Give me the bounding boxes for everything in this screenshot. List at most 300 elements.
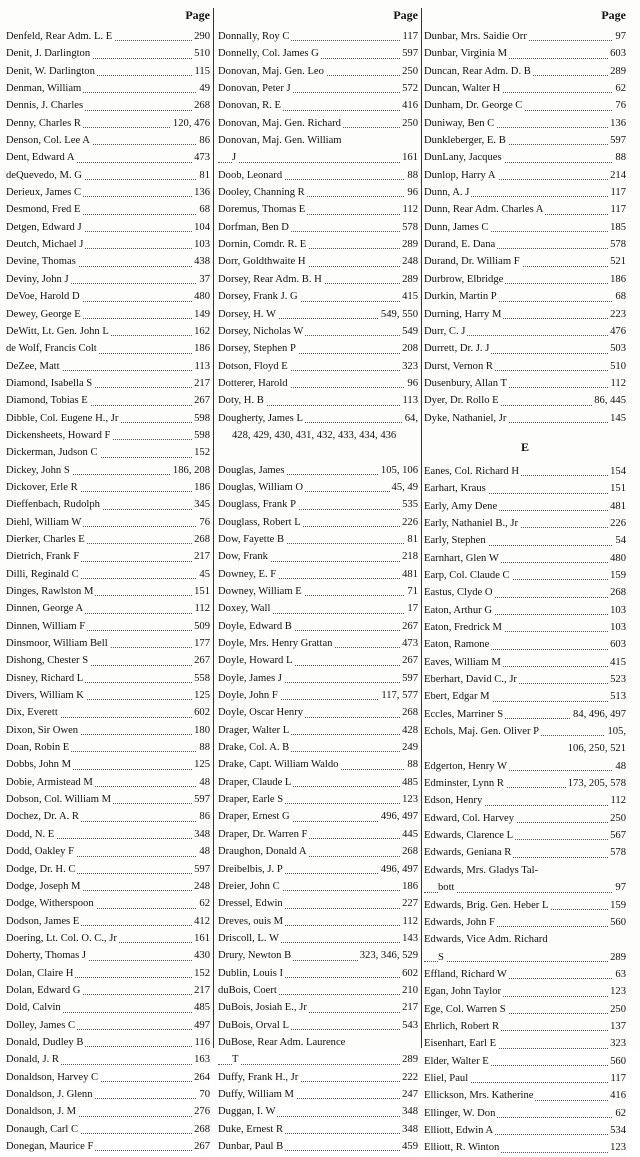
entry-page: 480: [192, 288, 210, 305]
index-entry: [6, 444, 210, 461]
column-divider: [421, 8, 422, 1048]
entry-name: Elliott, Edwin A: [424, 1124, 494, 1136]
entry-page: 227: [400, 895, 418, 912]
entry-name: Dent, Edward A: [6, 152, 75, 164]
index-entry: [218, 514, 418, 531]
index-entry: [424, 654, 626, 671]
entry-name: Eaton, Arthur G: [424, 604, 492, 616]
index-entry: [218, 670, 418, 687]
index-entry: [424, 28, 626, 45]
entry-name-continued: bott: [438, 882, 455, 894]
entry-name: Elliott, R. Winton: [424, 1142, 500, 1154]
entry-name: Doan, Robin E: [6, 742, 70, 754]
index-entry: [6, 271, 210, 288]
index-entry: [218, 306, 418, 323]
entry-page: 445: [400, 826, 418, 843]
entry-page: 558: [192, 670, 210, 687]
entry-name: Eaton, Ramone: [424, 639, 490, 651]
entry-name: Dennis, J. Charles: [6, 100, 84, 112]
entry-name: Early, Stephen: [424, 535, 486, 547]
entry-name: Dix, Everett: [6, 707, 58, 719]
entry-page: 543: [400, 1017, 418, 1034]
entry-page: 162: [192, 323, 210, 340]
section-letter: E: [520, 439, 529, 454]
entry-name: Dinsmoor, William Bell: [6, 638, 108, 650]
entry-page: 186: [608, 271, 626, 288]
entry-page: 549, 550: [379, 306, 418, 323]
entry-page: 115: [193, 63, 211, 80]
entry-name: Dodd, N. E: [6, 828, 55, 840]
index-entry: [424, 149, 626, 166]
index-entry: [424, 115, 626, 132]
entry-page: 249: [400, 739, 418, 756]
index-entry: [424, 271, 626, 288]
index-entry: [6, 392, 210, 409]
entry-name: Dreibelbis, J. P: [218, 863, 283, 875]
entry-name: Deviny, John J: [6, 273, 69, 285]
index-entry: [424, 862, 626, 897]
index-entry: [6, 791, 210, 808]
entry-page: 62: [613, 1105, 626, 1122]
entry-page: 602: [192, 704, 210, 721]
entry-page: 49: [197, 80, 210, 97]
entry-page: 152: [192, 444, 210, 461]
index-entry: [6, 28, 210, 45]
entry-name: Denit, W. Darlington: [6, 65, 95, 77]
index-entry: [6, 358, 210, 375]
index-entry: [218, 340, 418, 357]
entry-name: Doyle, Mrs. Henry Grattan: [218, 638, 333, 650]
entry-page: 48: [197, 843, 210, 860]
index-entry: [218, 566, 418, 583]
index-entry: [218, 1138, 418, 1155]
index-entry: [424, 410, 626, 427]
index-entry: [6, 427, 210, 444]
entry-page: 161: [192, 930, 210, 947]
entry-page: 250: [608, 810, 626, 827]
entry-page: 81: [197, 167, 210, 184]
entry-page: 185: [608, 219, 626, 236]
entry-name: Earp, Col. Claude C: [424, 569, 510, 581]
entry-name: Dodd, Oakley F: [6, 846, 74, 858]
entry-name: Donnelly, Col. James G: [218, 48, 319, 60]
index-entry: [6, 548, 210, 565]
index-entry: [218, 722, 418, 739]
index-entry: [424, 340, 626, 357]
entry-name: Elder, Walter E: [424, 1055, 489, 1067]
index-entry: [424, 480, 626, 497]
index-entry: [424, 253, 626, 270]
entry-page: 597: [400, 670, 418, 687]
index-entry: [6, 1017, 210, 1034]
entry-page: 247: [400, 1086, 418, 1103]
entry-name: Edwards, Mrs. Gladys Tal-: [424, 864, 539, 876]
index-entry: [424, 688, 626, 705]
entry-page: 513: [608, 688, 626, 705]
leader-dots: [218, 1064, 418, 1065]
entry-name: Doty, H. B: [218, 395, 264, 407]
entry-page: 68: [613, 288, 626, 305]
index-entry: [6, 930, 210, 947]
index-column-3: [424, 0, 626, 1154]
entry-name: Dilli, Reginald C: [6, 568, 79, 580]
entry-page: 597: [608, 132, 626, 149]
index-entry: [218, 167, 418, 184]
entry-name: duBois, Coert: [218, 984, 277, 996]
entry-page: 473: [400, 635, 418, 652]
entry-page: 88: [197, 739, 210, 756]
index-entry: [6, 375, 210, 392]
index-entry: [218, 982, 418, 999]
entry-name: Eliel, Paul: [424, 1072, 469, 1084]
index-entry: [424, 1035, 626, 1052]
entry-name: DuBois, Orval L: [218, 1019, 289, 1031]
index-entry: [6, 1086, 210, 1103]
entry-name: Divers, William K: [6, 690, 84, 702]
entry-page: 159: [608, 897, 626, 914]
index-entry: [218, 704, 418, 721]
entry-page: 186: [400, 878, 418, 895]
entry-name-continued: S: [438, 951, 444, 963]
entry-page: 86: [197, 132, 210, 149]
entry-page: 430: [192, 947, 210, 964]
entry-page: 54: [613, 532, 626, 549]
entry-name: Dobbs, John M: [6, 759, 72, 771]
entry-page: 250: [400, 63, 418, 80]
index-entry: [218, 913, 418, 930]
index-entry: [424, 1087, 626, 1104]
index-column-1: [6, 0, 210, 1152]
entry-name: Dorsey, Nicholas W: [218, 325, 304, 337]
entry-name: Doyle, John F: [218, 690, 278, 702]
entry-page: 45: [197, 566, 210, 583]
index-entry: [218, 635, 418, 652]
index-entry: [424, 706, 626, 723]
entry-page: 289: [400, 271, 418, 288]
index-entry: [218, 878, 418, 895]
index-entry: [6, 288, 210, 305]
entry-page: 323, 346, 529: [358, 947, 418, 964]
entry-page: 125: [192, 687, 210, 704]
entry-name: Draper, Ernest G: [218, 811, 290, 823]
entry-page: 117, 577: [379, 687, 418, 704]
entry-page: 163: [192, 1051, 210, 1068]
entry-name: Dunbar, Mrs. Saidie Orr: [424, 31, 527, 42]
entry-name: DeVoe, Harold D: [6, 291, 80, 303]
index-entry: [424, 1139, 626, 1156]
entry-page: 523: [608, 671, 626, 688]
index-entry: [424, 306, 626, 323]
entry-page: 86: [197, 808, 210, 825]
entry-name: Durand, Dr. William F: [424, 256, 520, 268]
entry-name: Doyle, James J: [218, 672, 282, 684]
entry-page: 222: [400, 1069, 418, 1086]
entry-page: 96: [405, 184, 418, 201]
index-entry: [424, 219, 626, 236]
index-entry: [6, 704, 210, 721]
entry-name: Donald, J. R: [6, 1054, 59, 1066]
index-entry: [6, 843, 210, 860]
entry-name: Donovan, Maj. Gen. William: [218, 135, 342, 147]
entry-page: 123: [608, 983, 626, 1000]
entry-page: 88: [613, 149, 626, 166]
entry-name: Douglass, Frank P: [218, 499, 296, 511]
index-entry: [218, 600, 418, 617]
entry-name: Donald, Dudley B: [6, 1036, 84, 1048]
entry-page: 560: [608, 1053, 626, 1070]
entry-page: 459: [400, 1138, 418, 1155]
leader-dots: [218, 162, 418, 163]
entry-name: Downey, E. F: [218, 568, 277, 580]
entry-name: Edwards, John F: [424, 916, 495, 928]
entry-name: Early, Amy Dene: [424, 500, 498, 512]
entry-page: 210: [400, 982, 418, 999]
entry-name: Dunn, Rear Adm. Charles A: [424, 204, 544, 216]
index-entry: [424, 1070, 626, 1087]
entry-name: Durbrow, Elbridge: [424, 273, 504, 285]
index-entry: [424, 914, 626, 931]
entry-name: Doremus, Thomas E: [218, 204, 306, 216]
index-entry: [424, 498, 626, 515]
index-entry: [218, 618, 418, 635]
entry-page: 497: [192, 1017, 210, 1034]
entry-page: 136: [192, 184, 210, 201]
entry-name: DunLany, Jacques: [424, 152, 502, 164]
entry-page: 37: [197, 271, 210, 288]
entry-page: 145: [608, 410, 626, 427]
entry-page: 603: [608, 636, 626, 653]
entry-page: 428: [400, 722, 418, 739]
index-entry: [6, 739, 210, 756]
entry-name: Draper, Dr. Warren F: [218, 828, 308, 840]
index-entry: [6, 132, 210, 149]
index-entry: [218, 462, 418, 479]
entry-name: Denny, Charles R: [6, 117, 81, 129]
index-entry: [218, 115, 418, 132]
entry-page: 264: [192, 1069, 210, 1086]
entry-name: Dow, Fayette B: [218, 533, 285, 545]
entry-page: 103: [192, 236, 210, 253]
entry-name: Dorsey, H. W: [218, 308, 276, 320]
entry-name: Durr, C. J: [424, 325, 466, 337]
entry-name: Ellinger, W. Don: [424, 1107, 496, 1119]
entry-name: Donaugh, Carl C: [6, 1123, 79, 1135]
index-entry: [424, 1122, 626, 1139]
entry-page: 123: [608, 1139, 626, 1156]
index-entry: [6, 878, 210, 895]
index-entry: [6, 253, 210, 270]
index-entry: [6, 670, 210, 687]
entry-page: 113: [401, 392, 419, 409]
entry-page: 602: [400, 965, 418, 982]
index-entry: [424, 184, 626, 201]
entry-name: Donovan, Peter J: [218, 83, 291, 95]
entry-name: Douglass, Robert L: [218, 516, 301, 528]
index-entry: [6, 80, 210, 97]
entry-page: 578: [608, 236, 626, 253]
entry-page: 438: [192, 253, 210, 270]
entry-name: Dodson, James E: [6, 915, 80, 927]
index-entry: [218, 999, 418, 1016]
entry-name: Dickensheets, Howard F: [6, 429, 111, 441]
index-entry: [6, 1138, 210, 1155]
entry-name: Donovan, R. E: [218, 100, 281, 112]
entry-page: 217: [400, 999, 418, 1016]
entry-page: 415: [608, 654, 626, 671]
entry-page: 572: [400, 80, 418, 97]
entry-name: Effland, Richard W: [424, 968, 507, 980]
index-entry: [6, 219, 210, 236]
index-entry: [218, 826, 418, 843]
entry-name: Dishong, Chester S: [6, 655, 89, 667]
entry-page: 268: [608, 584, 626, 601]
index-entry: [424, 584, 626, 601]
entry-name: Dolan, Edward G: [6, 984, 81, 996]
entry-name: Dotterer, Harold: [218, 377, 288, 389]
index-entry: [218, 1069, 418, 1086]
entry-name: Dyke, Nathaniel, Jr: [424, 412, 507, 424]
index-entry: [218, 496, 418, 513]
entry-name-continued: T: [232, 1054, 239, 1066]
entry-page: 289: [608, 949, 626, 966]
entry-page: 117: [401, 28, 419, 45]
entry-page: 117: [609, 184, 627, 201]
entry-page: 218: [400, 548, 418, 565]
entry-name: Dibble, Col. Eugene H., Jr: [6, 412, 119, 424]
index-entry: [218, 236, 418, 253]
entry-name: Durst, Vernon R: [424, 360, 493, 372]
entry-name: Dunkleberger, E. B: [424, 135, 506, 147]
index-entry: [424, 550, 626, 567]
index-entry: [218, 392, 418, 409]
entry-name: Dougherty, James L: [218, 412, 303, 424]
entry-name: Dorr, Goldthwaite H: [218, 256, 306, 268]
index-entry: [218, 63, 418, 80]
index-entry: [6, 115, 210, 132]
index-entry: [424, 897, 626, 914]
index-entry: [6, 965, 210, 982]
index-entry: [6, 635, 210, 652]
index-entry: [218, 739, 418, 756]
entry-name: Drury, Newton B: [218, 950, 292, 962]
entry-page: 289: [608, 63, 626, 80]
index-entry: [218, 1103, 418, 1120]
index-entry: [6, 861, 210, 878]
index-entries: [6, 28, 210, 1155]
entry-page: 250: [400, 115, 418, 132]
index-entry: [218, 479, 418, 496]
entry-page: 177: [192, 635, 210, 652]
entry-name: Doyle, Oscar Henry: [218, 707, 304, 719]
index-entries: [218, 28, 418, 1155]
entry-name: Dickerman, Judson C: [6, 447, 98, 459]
entry-name: Dreier, John C: [218, 880, 280, 892]
entry-page: 276: [192, 1103, 210, 1120]
entry-page: 88: [405, 756, 418, 773]
index-entry: [218, 774, 418, 791]
entry-name: Dressel, Edwin: [218, 898, 283, 910]
entry-name: Derieux, James C: [6, 187, 82, 199]
index-entry: [218, 1086, 418, 1103]
entry-page: 268: [192, 531, 210, 548]
index-entry: [6, 479, 210, 496]
index-entry: [424, 844, 626, 861]
entry-name: Doob, Leonard: [218, 169, 283, 181]
entry-name: Dusenbury, Allan T: [424, 377, 507, 389]
index-entry: [218, 808, 418, 825]
index-entry: [6, 306, 210, 323]
index-entry: [424, 723, 626, 758]
entry-name: Dreves, ouis M: [218, 915, 284, 927]
entry-page: 496, 497: [379, 808, 418, 825]
entry-name: Dooley, Channing R: [218, 187, 305, 199]
entry-name: Dunlop, Harry A: [424, 169, 496, 181]
entry-name: Dotson, Floyd E: [218, 360, 288, 372]
entry-page: 217: [192, 548, 210, 565]
entry-page: 226: [608, 515, 626, 532]
index-entry: [218, 288, 418, 305]
entry-page: 509: [192, 618, 210, 635]
entry-page: 117: [609, 201, 627, 218]
entry-page: 84, 496, 497: [571, 706, 626, 723]
entry-page: 151: [608, 480, 626, 497]
entry-name: Dinges, Rawlston M: [6, 586, 94, 597]
index-entry: [218, 687, 418, 704]
index-entry: [424, 810, 626, 827]
index-entry: [6, 999, 210, 1016]
entry-page: 214: [608, 167, 626, 184]
entry-page: 521: [608, 253, 626, 270]
entry-page: 48: [197, 774, 210, 791]
entry-name: Dixon, Sir Owen: [6, 724, 79, 736]
index-entry: [424, 758, 626, 775]
index-entry: [6, 514, 210, 531]
entry-name: Dornin, Comdr. R. E: [218, 239, 307, 251]
entry-page: 348: [400, 1121, 418, 1138]
entry-page: 549: [400, 323, 418, 340]
entry-name: Dierker, Charles E: [6, 533, 85, 545]
entry-name: Donaldson, J. Glenn: [6, 1088, 93, 1100]
entry-page: 268: [400, 843, 418, 860]
index-entry: [6, 808, 210, 825]
entry-name: Diehl, William W: [6, 516, 82, 528]
entry-page: 323: [608, 1035, 626, 1052]
index-entry: [6, 45, 210, 62]
entry-name: Dorfman, Ben D: [218, 221, 289, 233]
entry-page: 289: [400, 236, 418, 253]
entry-page: 17: [405, 600, 418, 617]
index-entry: [6, 531, 210, 548]
entry-page: 125: [192, 756, 210, 773]
index-entry: [6, 566, 210, 583]
entry-page: 103: [608, 602, 626, 619]
index-entry: [6, 947, 210, 964]
index-column-2: [218, 0, 418, 1153]
index-entry: [218, 1017, 418, 1034]
index-entry: [6, 236, 210, 253]
entry-name: Ehrlich, Robert R: [424, 1020, 500, 1032]
index-entry: [424, 515, 626, 532]
index-entry: [6, 583, 210, 600]
index-entry: [6, 340, 210, 357]
entry-page: 116: [193, 1034, 211, 1051]
index-entry: [6, 756, 210, 773]
index-entry: [424, 392, 626, 409]
index-entry: [424, 358, 626, 375]
entry-name: Earhart, Kraus: [424, 483, 486, 495]
entry-name: Dietrich, Frank F: [6, 551, 80, 563]
entry-page: 248: [400, 253, 418, 270]
